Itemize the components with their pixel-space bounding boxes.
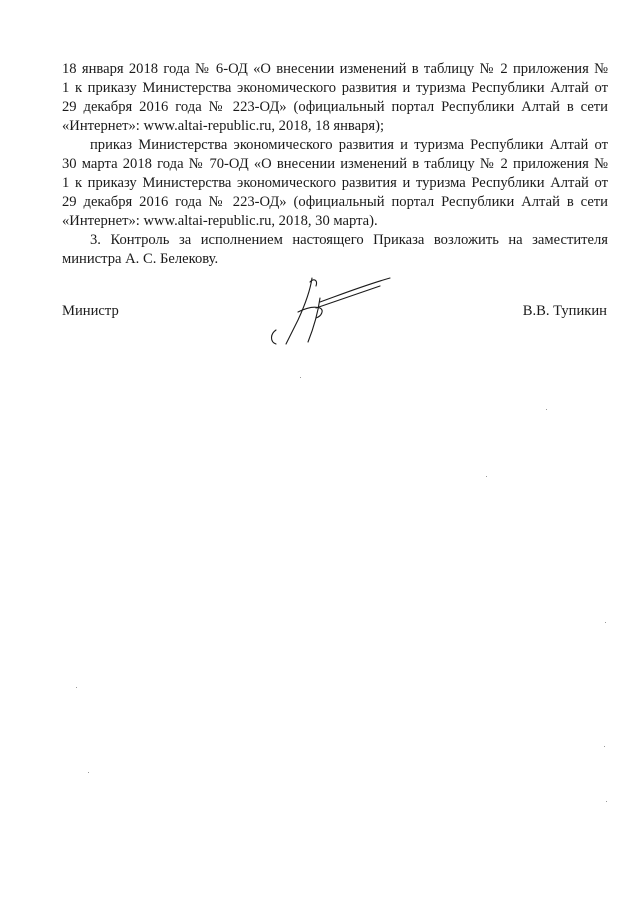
scan-speck — [88, 772, 89, 773]
paragraph-line: 29 декабря 2016 года № 223-ОД» (официальный портал Республики Алтай в сети — [62, 99, 608, 115]
paragraph-line: «Интернет»: www.altai-republic.ru, 2018, 18 января); — [62, 118, 385, 134]
paragraph-line: 30 марта 2018 года № 70-ОД «О внесении изменений в таблицу № 2 приложения № — [62, 156, 608, 172]
paragraph-line: приказ Министерства экономического развития и туризма Республики Алтай от — [90, 137, 608, 153]
paragraph-line: 29 декабря 2016 года № 223-ОД» (официальный портал Республики Алтай в сети — [62, 194, 608, 210]
scan-speck — [605, 622, 606, 623]
scan-speck — [300, 377, 301, 378]
scan-speck — [76, 687, 77, 688]
paragraph-line: «Интернет»: www.altai-republic.ru, 2018, 30 марта). — [62, 213, 378, 229]
scan-speck — [546, 409, 547, 410]
paragraph-line: 18 января 2018 года № 6-ОД «О внесении изменений в таблицу № 2 приложения № — [62, 61, 608, 77]
paragraph-line: 1 к приказу Министерства экономического развития и туризма Республики Алтай от — [62, 175, 608, 191]
paragraph-line: 3. Контроль за исполнением настоящего Приказа возложить на заместителя — [90, 232, 608, 248]
paragraph-line: министра А. С. Белекову. — [62, 251, 219, 267]
handwritten-signature — [262, 272, 402, 352]
scan-speck — [604, 746, 605, 747]
signatory-name: В.В. Тупикин — [522, 303, 607, 319]
signatory-position: Министр — [62, 303, 119, 319]
scan-speck — [606, 801, 607, 802]
paragraph-line: 1 к приказу Министерства экономического развития и туризма Республики Алтай от — [62, 80, 608, 96]
scan-speck — [486, 476, 487, 477]
